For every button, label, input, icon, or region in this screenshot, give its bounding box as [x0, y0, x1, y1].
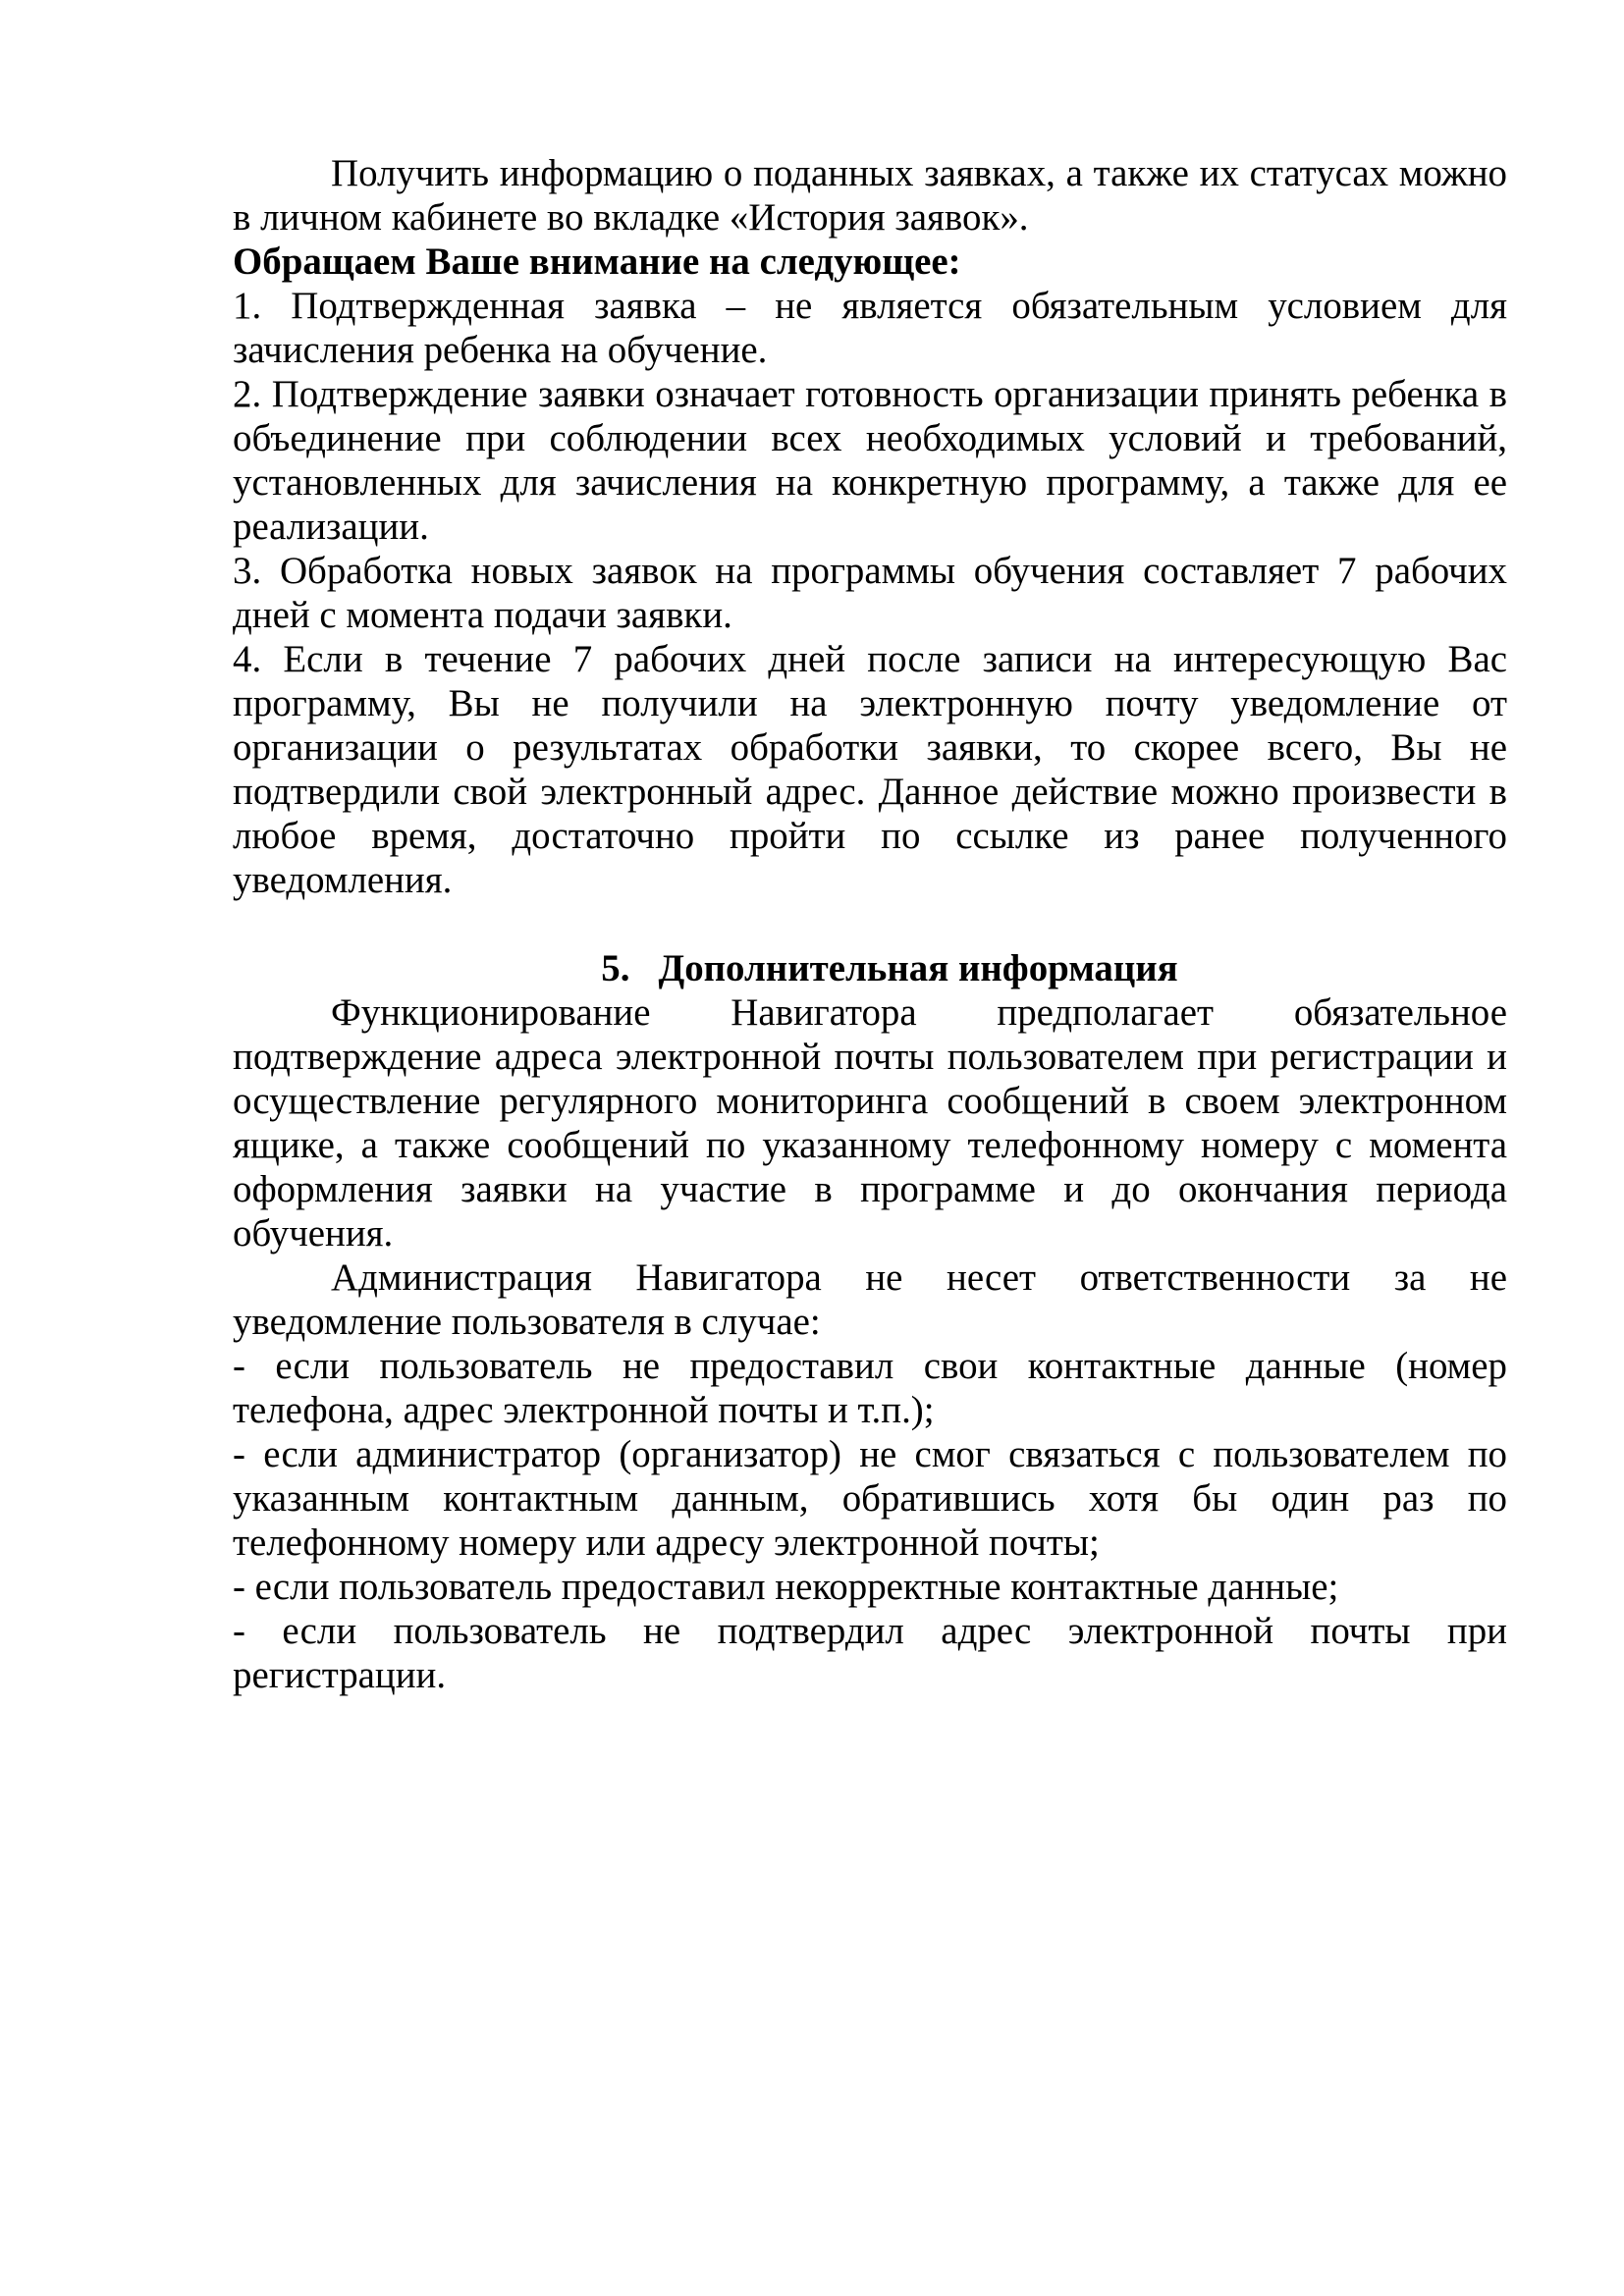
numbered-item-2: 2. Подтверждение заявки означает готовность организации принять ребенка в объединение при соблюдении всех необходимых условий и требований, установленных для зачисления на конкретную программу, а также для ее реализации. — [233, 373, 1507, 548]
dash-item-2: - если администратор (организатор) не смог связаться с пользователем по указанным контактным данным, обратившись хотя бы один раз по телефонному номеру или адресу электронной почты; — [233, 1433, 1507, 1564]
paragraph-navigator-functioning: Функционирование Навигатора предполагает обязательное подтверждение адреса электронной почты пользователем при регистрации и осуществление регулярного мониторинга сообщений в своем электронном ящике, а также сообщений по указанному телефонному номеру с момента оформления заявки на участие в программе и до окончания периода обучения. — [233, 991, 1507, 1255]
numbered-item-4: 4. Если в течение 7 рабочих дней после записи на интересующую Вас программу, Вы не получили на электронную почту уведомление от организации о результатах обработки заявки, то скорее всего, Вы не подтвердили свой электронный адрес. Данное действие можно произвести в любое время, достаточно пройти по ссылке из ранее полученного уведомления. — [233, 638, 1507, 901]
dash-item-4: - если пользователь не подтвердил адрес электронной почты при регистрации. — [233, 1610, 1507, 1696]
section-5-heading — [252, 946, 1527, 990]
paragraph-info-applications: Получить информацию о поданных заявках, а также их статусах можно в личном кабинете во вкладке «История заявок». — [233, 152, 1507, 239]
paragraph-administration-responsibility: Администрация Навигатора не несет ответственности за не уведомление пользователя в случае: — [233, 1256, 1507, 1343]
dash-item-1: - если пользователь не предоставил свои контактные данные (номер телефона, адрес электронной почты и т.п.); — [233, 1345, 1507, 1431]
section-heading-title: Дополнительная информация — [658, 947, 1178, 989]
section-heading-number: 5. — [601, 947, 630, 989]
attention-note: Обращаем Ваше внимание на следующее: — [233, 240, 961, 283]
numbered-item-1: 1. Подтвержденная заявка – не является обязательным условием для зачисления ребенка на обучение. — [233, 285, 1507, 371]
dash-item-3: - если пользователь предоставил некорректные контактные данные; — [233, 1566, 1339, 1608]
numbered-item-3: 3. Обработка новых заявок на программы обучения составляет 7 рабочих дней с момента подачи заявки. — [233, 550, 1507, 636]
